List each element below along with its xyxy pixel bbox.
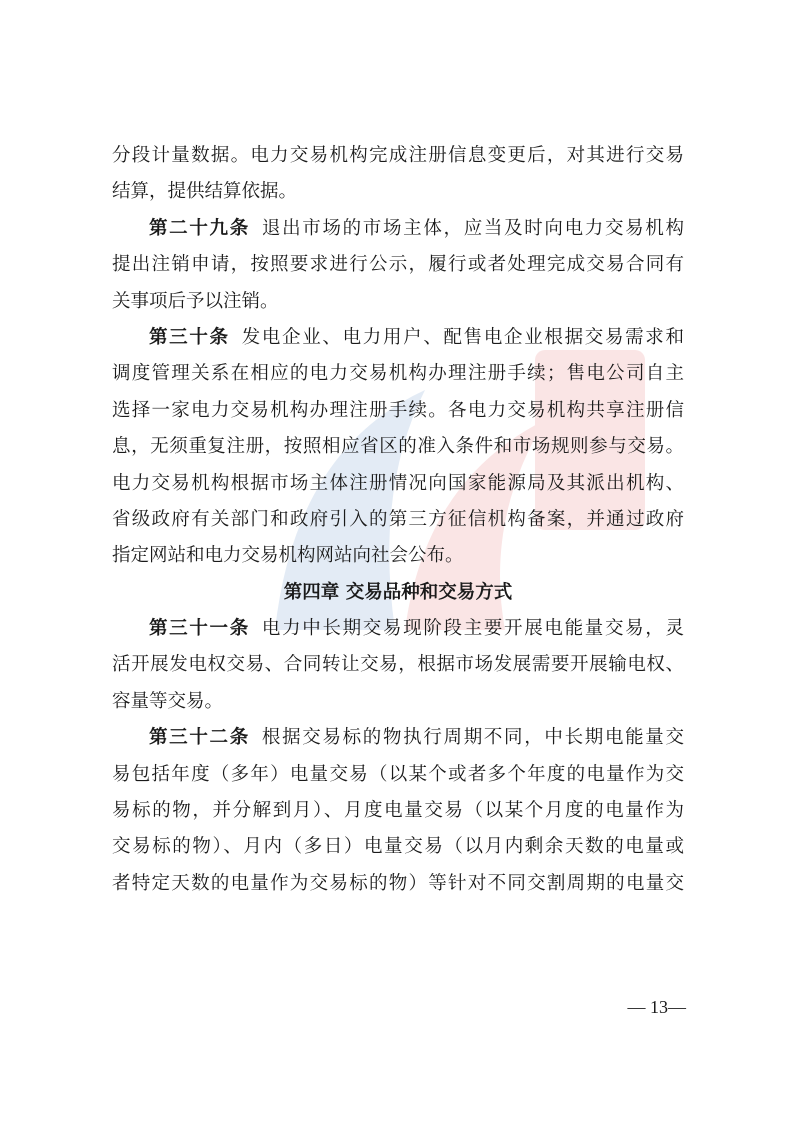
text-line: 分段计量数据。电力交易机构完成注册信息变更后，对其进行交易: [112, 145, 684, 166]
text-line: [112, 320, 684, 356]
paragraph-continued: [112, 138, 684, 211]
text-line: 指定网站和电力交易机构网站向社会公布。: [112, 545, 464, 567]
article-29: [112, 211, 684, 320]
text-line: [112, 211, 684, 247]
text-line: 活开展发电权交易、合同转让交易，根据市场发展需要开展输电权、: [112, 654, 684, 676]
article-number: 第二十九条: [149, 217, 250, 239]
text-line: 易标的物，并分解到月）、月度电量交易（以某个月度的电量作为: [112, 800, 684, 822]
text-line: 容量等交易。: [112, 690, 224, 712]
article-number: 第三十条: [149, 326, 230, 348]
chapter-heading: 第四章 交易品种和交易方式: [283, 581, 513, 603]
article-text: 退出市场的市场主体，应当及时向电力交易机构: [261, 217, 684, 239]
text-line: 交易标的物）、月内（多日）电量交易（以月内剩余天数的电量或: [112, 836, 684, 858]
text-line: 电力交易机构根据市场主体注册情况向国家能源局及其派出机构、: [112, 472, 684, 494]
text-line: 调度管理关系在相应的电力交易机构办理注册手续；售电公司自主: [112, 363, 684, 385]
page-number: — 13—: [627, 997, 686, 1017]
text-line: 选择一家电力交易机构办理注册手续。各电力交易机构共享注册信: [112, 399, 684, 421]
article-31: [112, 611, 684, 720]
text-line: 结算，提供结算依据。: [112, 181, 298, 203]
text-line: 者特定天数的电量作为交易标的物）等针对不同交割周期的电量交: [112, 872, 684, 894]
text-line: 易包括年度（多年）电量交易（以某个或者多个年度的电量作为交: [112, 763, 684, 785]
text-line: 提出注销申请，按照要求进行公示，履行或者处理完成交易合同有: [112, 254, 684, 276]
text-line: 息，无须重复注册，按照相应省区的准入条件和市场规则参与交易。: [112, 436, 684, 458]
article-text: 电力中长期交易现阶段主要开展电能量交易，灵: [261, 618, 684, 640]
article-number: 第三十二条: [149, 727, 250, 749]
article-number: 第三十一条: [149, 618, 250, 640]
text-line: [112, 720, 684, 756]
text-line: 省级政府有关部门和政府引入的第三方征信机构备案，并通过政府: [112, 508, 684, 530]
text-line: [112, 611, 684, 647]
article-text: 发电企业、电力用户、配售电企业根据交易需求和: [241, 326, 684, 348]
document-page: [112, 138, 684, 902]
article-32: [112, 720, 684, 902]
article-30: [112, 320, 684, 575]
article-text: 根据交易标的物执行周期不同，中长期电能量交: [261, 727, 684, 749]
text-line: 关事项后予以注销。: [112, 290, 279, 312]
